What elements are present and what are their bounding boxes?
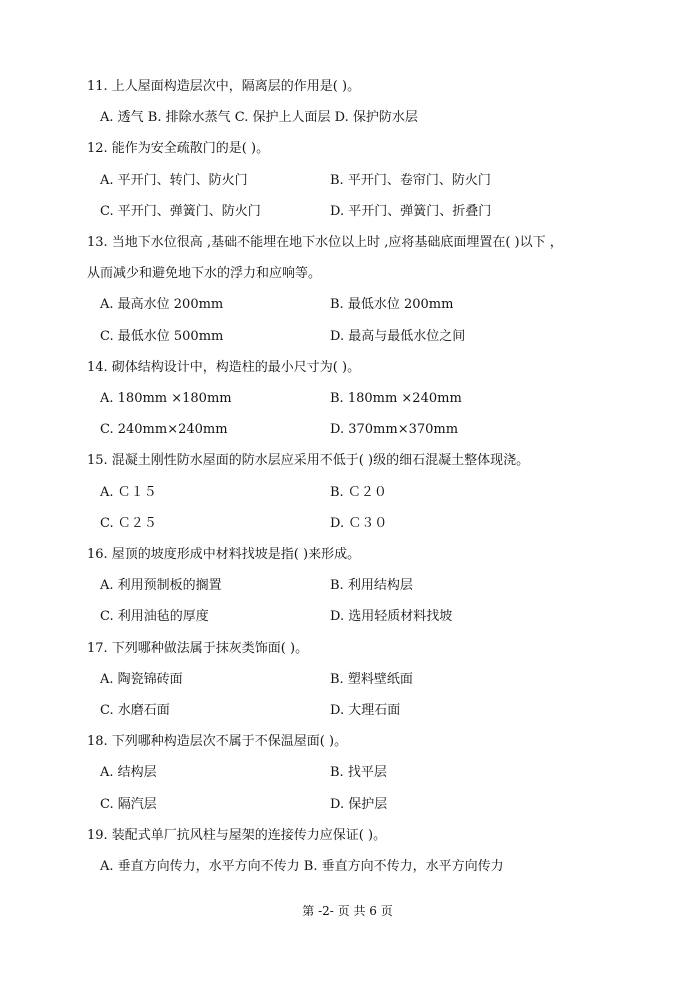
question-15-option-a: A. Ｃ１５ — [100, 485, 157, 500]
question-19-options: A. 垂直方向传力，水平方向不传力 B. 垂直方向不传力，水平方向传力 — [100, 859, 504, 874]
question-13-option-d: D. 最高与最低水位之间 — [330, 329, 466, 344]
question-15-option-d: D. Ｃ３０ — [330, 516, 388, 531]
question-12-option-b: B. 平开门、卷帘门、防火门 — [330, 173, 491, 188]
page-number-footer: 第 -2- 页 共 6 页 — [302, 904, 393, 918]
question-13-stem: 13. 当地下水位很高 ,基础不能埋在地下水位以上时 ,应将基础底面埋置在( )以下 ， — [87, 235, 563, 250]
question-13-option-b: B. 最低水位 200mm — [330, 297, 454, 312]
question-12-option-c: C. 平开门、弹簧门、防火门 — [100, 204, 261, 219]
question-11-stem: 11. 上人屋面构造层次中，隔离层的作用是( )。 — [87, 79, 361, 94]
question-18-option-b: B. 找平层 — [330, 765, 387, 780]
question-14-option-c: C. 240mm×240mm — [100, 422, 228, 437]
question-15-option-c: C. Ｃ２５ — [100, 516, 157, 531]
question-17-stem: 17. 下列哪种做法属于抹灰类饰面( )。 — [87, 641, 309, 656]
question-19-stem: 19. 装配式单厂抗风柱与屋架的连接传力应保证( )。 — [87, 828, 387, 843]
question-16-stem: 16. 屋顶的坡度形成中材料找坡是指( )来形成。 — [87, 547, 361, 562]
question-18-option-d: D. 保护层 — [330, 797, 388, 812]
question-16-option-b: B. 利用结构层 — [330, 578, 413, 593]
question-17-option-b: B. 塑料壁纸面 — [330, 672, 413, 687]
question-12-option-d: D. 平开门、弹簧门、折叠门 — [330, 204, 492, 219]
question-12-stem: 12. 能作为安全疏散门的是( )。 — [87, 141, 270, 156]
question-15-stem: 15. 混凝土刚性防水屋面的防水层应采用不低于( )级的细石混凝土整体现浇。 — [87, 453, 530, 468]
question-14-option-a: A. 180mm ×180mm — [100, 391, 232, 406]
question-18-stem: 18. 下列哪种构造层次不属于不保温屋面( )。 — [87, 734, 348, 749]
question-18-option-a: A. 结构层 — [100, 765, 157, 780]
question-13-stem-continued: 从而减少和避免地下水的浮力和应响等。 — [87, 266, 322, 281]
question-17-option-d: D. 大理石面 — [330, 703, 401, 718]
question-13-option-a: A. 最高水位 200mm — [100, 297, 224, 312]
question-12-option-a: A. 平开门、转门、防火门 — [100, 173, 248, 188]
question-17-option-a: A. 陶瓷锦砖面 — [100, 672, 183, 687]
question-14-option-d: D. 370mm×370mm — [330, 422, 459, 437]
question-14-stem: 14. 砌体结构设计中，构造柱的最小尺寸为( )。 — [87, 360, 361, 375]
question-11-options: A. 透气 B. 排除水蒸气 C. 保护上人面层 D. 保护防水层 — [100, 110, 418, 125]
question-13-option-c: C. 最低水位 500mm — [100, 329, 224, 344]
question-16-option-a: A. 利用预制板的搁置 — [100, 578, 222, 593]
question-14-option-b: B. 180mm ×240mm — [330, 391, 462, 406]
question-18-option-c: C. 隔汽层 — [100, 797, 157, 812]
question-17-option-c: C. 水磨石面 — [100, 703, 170, 718]
question-16-option-d: D. 选用轻质材料找坡 — [330, 609, 453, 624]
question-15-option-b: B. Ｃ２０ — [330, 485, 387, 500]
question-16-option-c: C. 利用油毡的厚度 — [100, 609, 209, 624]
